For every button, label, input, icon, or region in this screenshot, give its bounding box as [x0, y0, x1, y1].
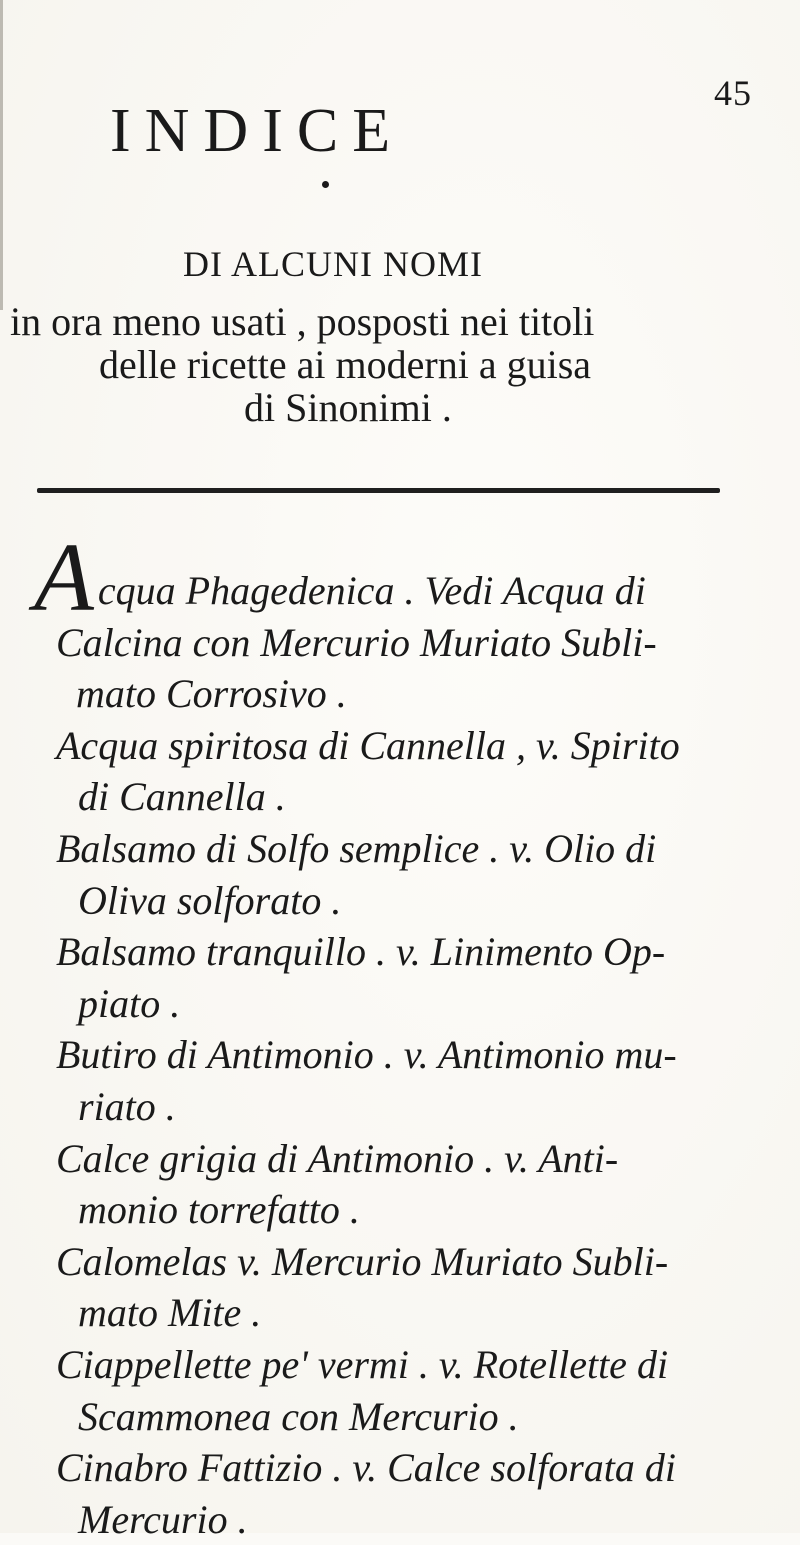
- entry-line: Cinabro Fattizio . v. Calce solforata di: [56, 1445, 676, 1491]
- index-entry: [56, 823, 756, 926]
- index-entry: [56, 926, 756, 1029]
- entry-line: Calcina con Mercurio Muriato Subli-: [56, 619, 657, 665]
- index-entry: [56, 1442, 756, 1545]
- index-entry: [56, 1029, 756, 1132]
- entry-line: piato .: [78, 980, 181, 1026]
- index-entry: [56, 1236, 756, 1339]
- intro-paragraph: [0, 300, 800, 429]
- page-number: 45: [714, 73, 752, 113]
- intro-line: delle ricette ai moderni a guisa: [99, 342, 592, 387]
- entry-line: mato Mite .: [78, 1290, 262, 1336]
- entry-line: Calce grigia di Antimonio . v. Anti-: [56, 1135, 619, 1181]
- entry-line: riato .: [78, 1083, 176, 1129]
- entry-line: monio torrefatto .: [78, 1187, 360, 1233]
- intro-line: in ora meno usati , posposti nei titoli: [10, 299, 595, 344]
- entry-line: Ciappellette pe' vermi . v. Rotellette di: [56, 1341, 669, 1387]
- entry-line: Scammonea con Mercurio .: [78, 1393, 519, 1439]
- index-entries: [34, 524, 756, 1545]
- entry-text: cqua Phagedenica . Vedi Acqua di: [97, 568, 646, 613]
- entry-line: Oliva solforato .: [78, 877, 342, 923]
- section-divider-rule: [37, 488, 720, 493]
- page-edge-shadow: [0, 0, 3, 310]
- entry-line: Acqua spiritosa di Cannella , v. Spirito: [56, 722, 680, 768]
- page-subtitle: DI ALCUNI NOMI: [183, 244, 483, 284]
- entry-line: Calomelas v. Mercurio Muriato Subli-: [56, 1238, 669, 1284]
- entry-line: Butiro di Antimonio . v. Antimonio mu-: [56, 1032, 677, 1078]
- index-entry: [34, 524, 756, 720]
- index-entry: [56, 720, 756, 823]
- index-entry: [56, 1133, 756, 1236]
- drop-cap: A: [34, 524, 94, 632]
- entry-line: mato Corrosivo .: [76, 671, 347, 717]
- page-title: INDICE: [110, 97, 405, 165]
- intro-line: di Sinonimi .: [244, 385, 452, 430]
- entry-line: Balsamo di Solfo semplice . v. Olio di: [56, 825, 657, 871]
- entry-line: Balsamo tranquillo . v. Linimento Op-: [56, 929, 666, 975]
- title-ornament-dot: [322, 181, 329, 188]
- entry-line: di Cannella .: [78, 774, 286, 820]
- entry-line: Mercurio .: [78, 1496, 248, 1542]
- index-entry: [56, 1339, 756, 1442]
- entry-line: [34, 524, 756, 632]
